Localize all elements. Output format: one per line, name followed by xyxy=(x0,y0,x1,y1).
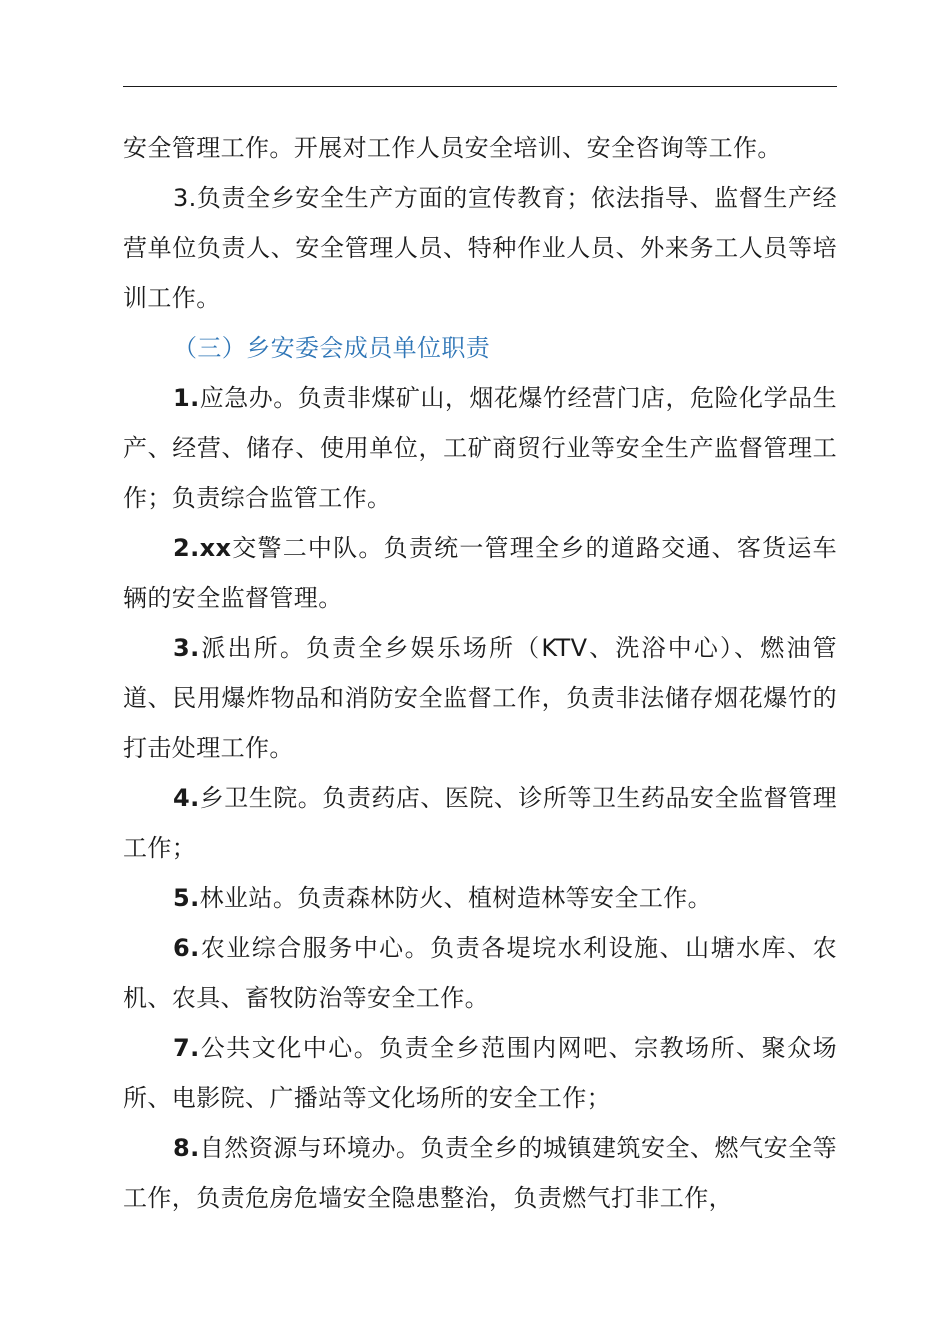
duty-text: 公共文化中心。负责全乡范围内网吧、宗教场所、聚众场所、电影院、广播站等文化场所的安全工作； xyxy=(123,1034,837,1112)
document-body xyxy=(123,123,837,1223)
duty-item-1 xyxy=(123,373,837,523)
duty-text: 应急办。负责非煤矿山，烟花爆竹经营门店，危险化学品生产、经营、储存、使用单位，工矿商贸行业等安全生产监督管理工作；负责综合监管工作。 xyxy=(123,384,837,512)
duty-item-7 xyxy=(123,1023,837,1123)
duty-item-5 xyxy=(123,873,837,923)
duty-item-4 xyxy=(123,773,837,873)
duty-number: 7. xyxy=(173,1034,200,1062)
duty-item-6 xyxy=(123,923,837,1023)
duty-number: 4. xyxy=(173,784,200,812)
duty-text: 自然资源与环境办。负责全乡的城镇建筑安全、燃气安全等工作，负责危房危墙安全隐患整治，负责燃气打非工作， xyxy=(123,1134,837,1212)
duty-text: 林业站。负责森林防火、植树造林等安全工作。 xyxy=(199,884,713,912)
duty-number: 6. xyxy=(173,934,200,962)
duty-number: 1. xyxy=(173,384,200,412)
duty-text: 交警二中队。负责统一管理全乡的道路交通、客货运车辆的安全监督管理。 xyxy=(123,534,837,612)
duty-item-8 xyxy=(123,1123,837,1223)
duty-number: 8. xyxy=(173,1134,200,1162)
paragraph-item-3: 3.负责全乡安全生产方面的宣传教育；依法指导、监督生产经营单位负责人、安全管理人员、特种作业人员、外来务工人员等培训工作。 xyxy=(123,184,837,312)
section-heading: （三）乡安委会成员单位职责 xyxy=(173,334,491,362)
duty-text: 派出所。负责全乡娱乐场所（KTV、洗浴中心）、燃油管道、民用爆炸物品和消防安全监督工作，负责非法储存烟花爆竹的打击处理工作。 xyxy=(123,634,837,762)
duty-item-3 xyxy=(123,623,837,773)
duty-text: 乡卫生院。负责药店、医院、诊所等卫生药品安全监督管理工作； xyxy=(123,784,837,862)
duty-number: 3. xyxy=(173,634,200,662)
header-rule xyxy=(123,86,837,87)
duty-number: 2.xx xyxy=(173,534,232,562)
duty-number: 5. xyxy=(173,884,200,912)
duty-text: 农业综合服务中心。负责各堤垸水利设施、山塘水库、农机、农具、畜牧防治等安全工作。 xyxy=(123,934,837,1012)
duty-item-2 xyxy=(123,523,837,623)
paragraph-continuation: 安全管理工作。开展对工作人员安全培训、安全咨询等工作。 xyxy=(123,134,782,162)
